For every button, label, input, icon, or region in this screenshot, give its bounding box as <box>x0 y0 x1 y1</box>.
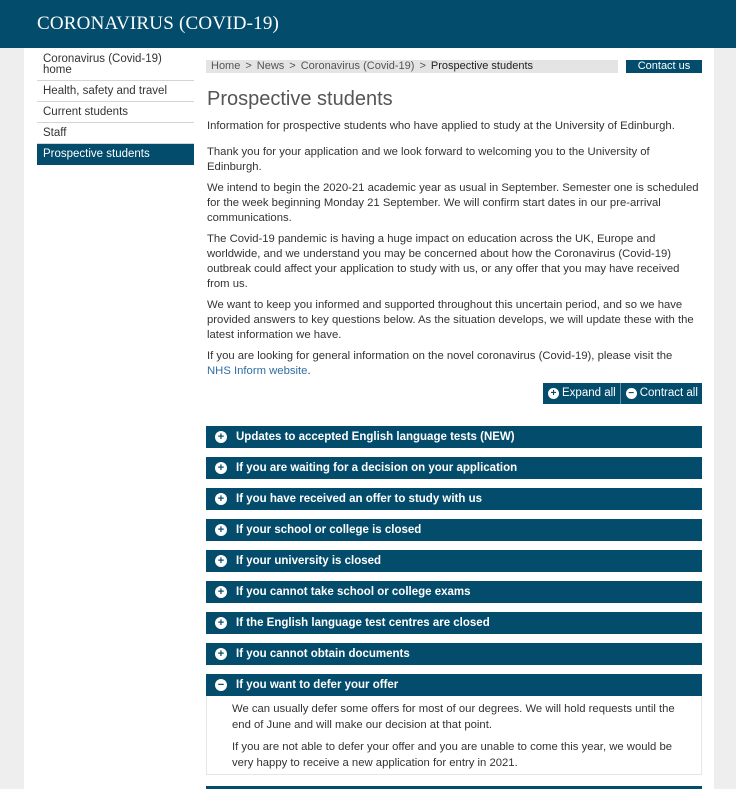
accordion-panel-text: If you are not able to defer your offer and you are unable to come this year, we would be very happy to receive a new application for entry in 2021. <box>232 741 673 769</box>
contract-all-label: Contract all <box>639 387 698 399</box>
accordion-header[interactable] <box>206 519 702 541</box>
plus-circle-icon: + <box>215 648 227 660</box>
plus-circle-icon: + <box>215 555 227 567</box>
accordion-header[interactable] <box>206 488 702 510</box>
intro-content <box>207 119 699 385</box>
plus-circle-icon: + <box>215 586 227 598</box>
expand-all-button[interactable] <box>543 383 620 404</box>
accordion-header[interactable] <box>206 581 702 603</box>
accordion-controls <box>543 383 702 404</box>
plus-circle-icon: + <box>215 431 227 443</box>
paragraph: We intend to begin the 2020-21 academic year as usual in September. Semester one is scheduled for the week beginning Monday 21 September. We will confirm start dates in our pre-arrival communications. <box>207 182 699 224</box>
minus-circle-icon: − <box>626 388 637 399</box>
breadcrumb-separator: > <box>289 60 296 72</box>
breadcrumb-current: Prospective students <box>430 60 534 72</box>
plus-circle-icon: + <box>548 388 559 399</box>
breadcrumb <box>206 60 618 73</box>
accordion-header-label: If you want to defer your offer <box>236 679 399 691</box>
paragraph: The Covid-19 pandemic is having a huge impact on education across the UK, Europe and worldwide, and we understand you may be concerned about how the Coronavirus (Covid-19) outbreak could affect your application to study with us, or any offer that you may have received from us. <box>207 233 680 290</box>
accordion-panel <box>206 696 702 775</box>
accordion-header[interactable] <box>206 426 702 448</box>
plus-circle-icon: + <box>215 617 227 629</box>
plus-circle-icon: + <box>215 493 227 505</box>
plus-circle-icon: + <box>215 462 227 474</box>
contract-all-button[interactable] <box>620 383 702 404</box>
general-info-text: If you are looking for general information on the novel coronavirus (Covid-19), please visit the <box>207 350 673 362</box>
accordion-header[interactable] <box>206 612 702 634</box>
nhs-inform-link[interactable]: NHS Inform website <box>207 365 308 377</box>
site-title[interactable]: CORONAVIRUS (COVID-19) <box>37 13 280 34</box>
paragraph: Thank you for your application and we look forward to welcoming you to the University of Edinburgh. <box>207 146 650 173</box>
plus-circle-icon: + <box>215 524 227 536</box>
general-info-paragraph <box>207 349 699 379</box>
sidebar-item-label: Staff <box>43 127 67 139</box>
contact-us-button[interactable]: Contact us <box>626 60 702 73</box>
sidebar-item-staff[interactable] <box>37 123 194 144</box>
sidebar-nav <box>37 48 194 165</box>
sidebar-item-label: Current students <box>43 106 129 118</box>
accordion-header-label: If the English language test centres are closed <box>236 617 490 629</box>
site-header <box>0 0 736 48</box>
paragraph: We want to keep you informed and supported throughout this uncertain period, and so we have provided answers to key questions below. As the situation develops, we will update these with the latest information we have. <box>207 299 694 341</box>
accordion-header-label: If your university is closed <box>236 555 382 567</box>
breadcrumb-separator: > <box>419 60 426 72</box>
intro-text: Information for prospective students who have applied to study at the University of Edinburgh. <box>207 120 675 132</box>
accordion-header-label: Updates to accepted English language tests (NEW) <box>236 431 515 443</box>
sidebar-item-covid-home[interactable] <box>37 48 194 81</box>
accordion-header-label: If you have received an offer to study with us <box>236 493 483 505</box>
general-info-end: . <box>307 365 311 377</box>
accordion-header[interactable] <box>206 550 702 572</box>
accordion-header-expanded[interactable] <box>206 674 702 696</box>
accordion-header-label: If you are waiting for a decision on your application <box>236 462 518 474</box>
accordion-header-label: If you cannot take school or college exams <box>236 586 471 598</box>
accordion-header[interactable] <box>206 643 702 665</box>
sidebar-item-health-safety-travel[interactable] <box>37 81 194 102</box>
sidebar-item-label: Health, safety and travel <box>43 85 168 97</box>
sidebar-item-current-students[interactable] <box>37 102 194 123</box>
breadcrumb-home[interactable]: Home <box>211 60 241 72</box>
accordion-header-label: If your school or college is closed <box>236 524 422 536</box>
minus-circle-icon: − <box>215 679 227 691</box>
accordion-header[interactable] <box>206 457 702 479</box>
accordion-panel-text: We can usually defer some offers for most of our degrees. We will hold requests until the end of June and will make our decision at that point. <box>232 703 675 731</box>
faq-accordion <box>206 426 702 775</box>
page-title: Prospective students <box>207 88 393 110</box>
sidebar-item-label: Coronavirus (Covid-19) home <box>43 53 162 76</box>
sidebar-item-prospective-students[interactable] <box>37 144 194 165</box>
breadcrumb-separator: > <box>245 60 252 72</box>
breadcrumb-news[interactable]: News <box>256 60 285 72</box>
accordion-header-label: If you cannot obtain documents <box>236 648 410 660</box>
sidebar-item-label: Prospective students <box>43 148 150 160</box>
breadcrumb-coronavirus[interactable]: Coronavirus (Covid-19) <box>300 60 415 72</box>
expand-all-label: Expand all <box>562 387 616 399</box>
